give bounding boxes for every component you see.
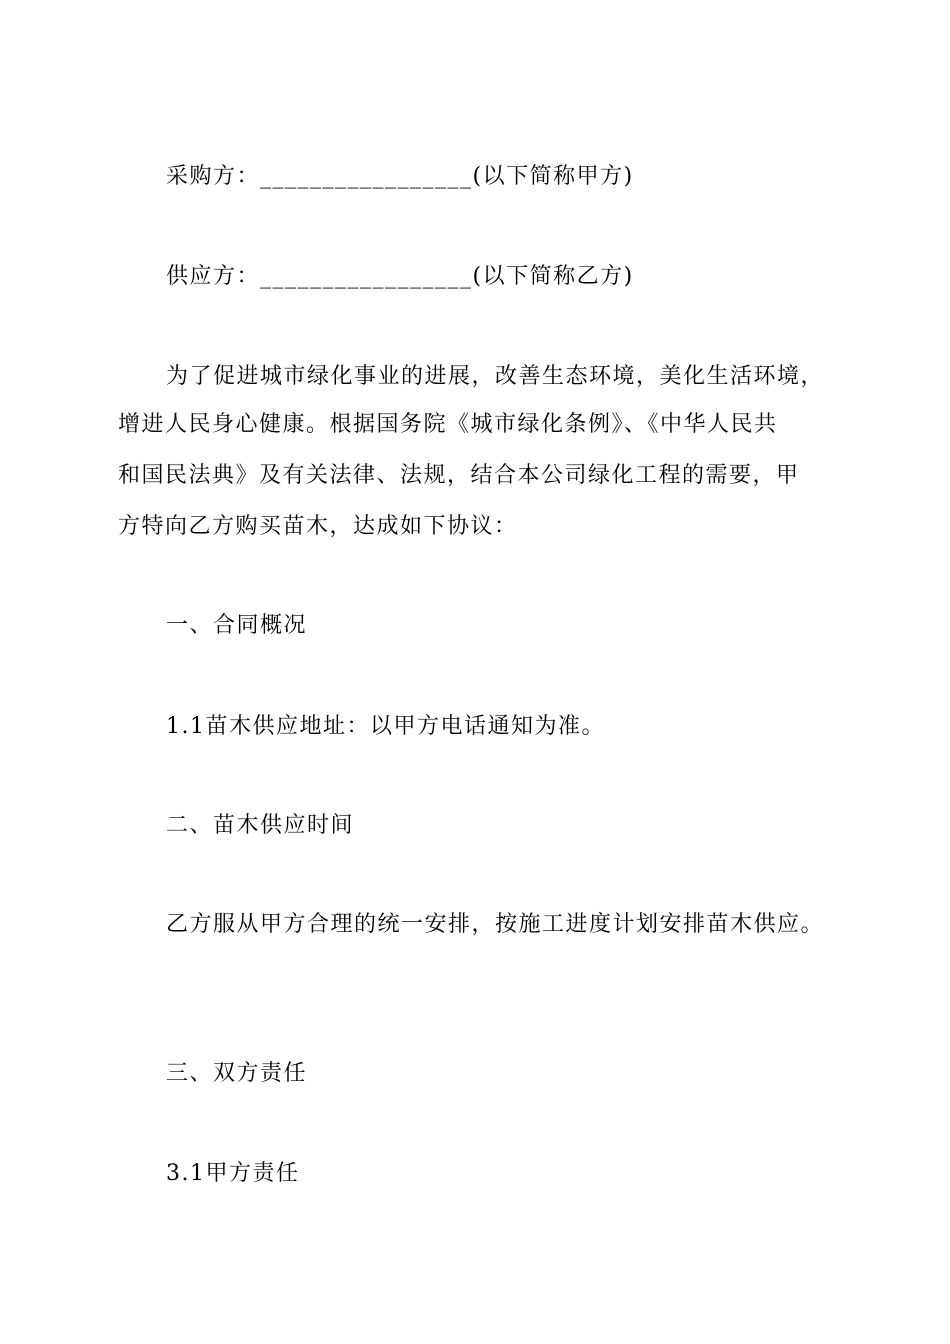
buyer-line: 采购方：_________________(以下简称甲方) xyxy=(166,164,634,189)
clause-3-1: 3.1甲方责任 xyxy=(166,1161,300,1186)
clause-1-1: 1.1苗木供应地址：以甲方电话通知为准。 xyxy=(166,714,605,739)
section1-heading: 一、合同概况 xyxy=(166,613,308,638)
intro-line-2: 增进人民身心健康。根据国务院《城市绿化条例》、《中华人民共 xyxy=(118,412,778,437)
section2-heading: 二、苗木供应时间 xyxy=(166,813,355,838)
section2-body: 乙方服从甲方合理的统一安排，按施工进度计划安排苗木供应。 xyxy=(166,912,825,937)
intro-line-3: 和国民法典》及有关法律、法规，结合本公司绿化工程的需要，甲 xyxy=(118,463,800,488)
intro-line-4: 方特向乙方购买苗木，达成如下协议： xyxy=(118,514,518,539)
section3-heading: 三、双方责任 xyxy=(166,1061,308,1086)
intro-line-1: 为了促进城市绿化事业的进展，改善生态环境，美化生活环境， xyxy=(166,364,825,389)
supplier-line: 供应方：_________________(以下简称乙方) xyxy=(166,264,634,289)
